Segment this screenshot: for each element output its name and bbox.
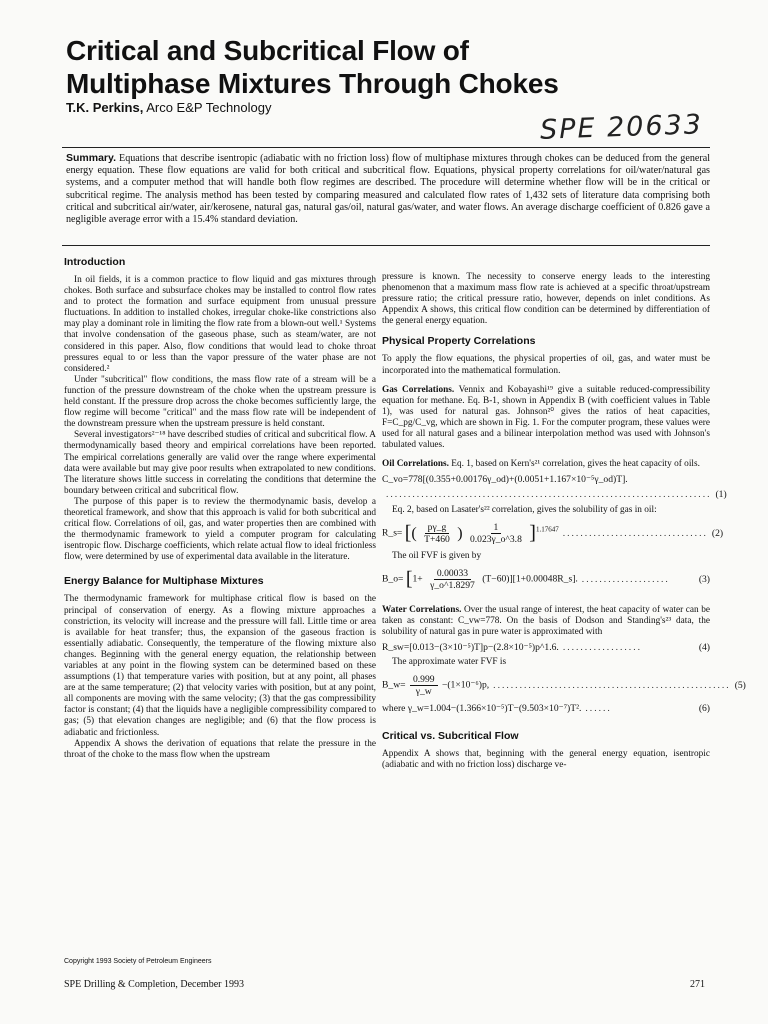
water-correlations-text: Over the usual range of interest, the heat capacity of water can be taken as constant: C_vw=778. On the basis of Dodson and Standing's²³ data, the solubility of natural gas in pure water is approximated with: [382, 604, 710, 637]
summary-text: Equations that describe isentropic (adiabatic with no friction loss) flow of multiphase mixtures through chokes can be deduced from the general energy equation. These flow equations are valid for both critical and subcritical flow. Equations, physical property correlations for oil/water/natural gas systems, and a computer method that will handle both flow regimes are described. The procedure will determine whether flow will be in the critical or subcritical regime. The analysis method has been tested by comparing measured and calculated flow rates of 1,432 sets of literature data comprising both critical and subcritical air/water, air/kerosene, natural gas, natural gas/oil, natural gas/water, and water flows. An average discharge coefficient of 0.826 gave a negligible average error with a 15.4% standard deviation.: [66, 153, 711, 226]
equation-2-fraction-2: $\frac{1}{0.023\gamma\_o\^{}3.8}$: [469, 521, 522, 545]
energy-paragraph-1: The thermodynamic framework for multiphase critical flow is based on the principal of conservation of energy. As a flowing mixture approaches a constriction, its velocity will increase and the pressure will fall. Little time or area is available for heat transfer; thus, the expansion of the gaseous fraction is essentially adiabatic. Consequently, the temperature of the flowing mixture also changes. Beginning with the general energy equation, the relationship between variables at any point in the flowing system can be determined based on these assumptions (1) that temperature varies with position, but at any point, all phases are at the same temperature; (2) that velocity varies with position, but at any point, all components are moving with the same velocity; (3) that the gas compressibility factor is constant; (4) that the liquids have a negligible compressibility compared to gas; (5) that elevation changes are negligible; and (6) that the flow process is adiabatic and frictionless.: [64, 594, 376, 738]
equation-6-number: (6): [698, 703, 710, 715]
equation-6: where γ_w=1.004−(1.366×10⁻⁵)T−(9.503×10⁻⁷)T². ...... (6): [382, 703, 710, 715]
oil-correlations-paragraph: [382, 459, 710, 470]
heading-energy-balance: Energy Balance for Multiphase Mixtures: [64, 575, 264, 588]
journal-footer: SPE Drilling & Completion, December 1993: [64, 979, 244, 990]
heading-critical-vs-subcritical: Critical vs. Subcritical Flow: [382, 730, 519, 743]
equation-1: [382, 474, 710, 485]
title-line-1: Critical and Subcritical Flow of: [66, 35, 469, 66]
gas-correlations-paragraph: [382, 385, 710, 452]
page-number: 271: [690, 979, 705, 990]
props-paragraph: To apply the flow equations, the physical properties of oil, gas, and water must be incorporated into the mathematical formulation.: [382, 354, 710, 376]
equation-2: R_s= [( $\frac{p\gamma\_g}{T+460}$ ) $\frac{1}{0.023\gamma\_o\^{}3.8}$ ]$^{1.17647}$ ................................. (2): [382, 521, 724, 545]
equation-3: B_o= [1+ $\frac{0.00033}{\gamma\_o\^{}1.8297}$ (T−60)][1+0.00048R_s]. .................... (3): [382, 567, 710, 591]
copyright-notice: Copyright 1993 Society of Petroleum Engineers: [64, 958, 212, 965]
equation-5-fraction: $\frac{0.999}{\gamma\_w}$: [410, 674, 438, 697]
equation-5: B_w= $\frac{0.999}{\gamma\_w}$ −(1×10⁻⁶)p, ...................................................... (5): [382, 674, 746, 698]
oil-correlations-label: Oil Correlations.: [382, 459, 449, 470]
critical-paragraph: Appendix A shows that, beginning with the general energy equation, isentropic (adiabatic and with no friction loss) discharge ve-: [382, 749, 710, 771]
energy-paragraph-2: Appendix A shows the derivation of equations that relate the pressure in the throat of the choke to the mass flow when the upstream: [64, 738, 376, 760]
gas-correlations-text: Vennix and Kobayashi¹⁹ give a suitable reduced-compressibility equation for methane. Eq. B-1, shown in Appendix B (with coefficient values in Table 1), was used for natural gas. Johnson²⁰ gives the ratios of heat capacities, F=C_pg/C_vg, which are shown in Fig. 1. For the computer program, these values were used for all natural gases and a bilinear interpolation method was used with Johnson's tabulated values.: [382, 384, 710, 451]
summary-top-rule: [62, 147, 710, 148]
equation-4-number: (4): [698, 641, 710, 653]
author-name: T.K. Perkins,: [66, 100, 144, 115]
intro-paragraph-1: In oil fields, it is a common practice to flow liquid and gas mixtures through chokes. Both surface and subsurface chokes may be installed to control flow rates and to protect the formation and surface equipment from unusual pressure fluctuations. In addition to installed chokes, irregular choke-like constrictions also may play a dominant role in limiting the flow rate from a blown-out well.¹ Systems that involve condensation of the gaseous phase, such as steam/water, are not considered in this paper. Also, flow conditions that would lead to choke throat pressures equal to or less than the vapor pressure of the water phase are not considered.²: [64, 275, 376, 374]
equation-3-lhs: B_o=: [382, 573, 404, 585]
water-correlations-label: Water Correlations.: [382, 604, 462, 615]
right-column: [382, 272, 746, 771]
equation-5-lhs: B_w=: [382, 679, 406, 691]
equation-2-exponent: 1.17647: [535, 525, 559, 534]
equation-1-number: (1): [715, 489, 727, 501]
summary-block: [66, 152, 710, 226]
author-affiliation: Arco E&P Technology: [146, 100, 272, 115]
oil-correlations-text: Eq. 1, based on Kern's²¹ correlation, gives the heat capacity of oils.: [448, 459, 700, 470]
equation-5-tail: −(1×10⁻⁶)p,: [441, 679, 490, 691]
equation-3-number: (3): [698, 573, 710, 585]
equation-4-body: R_sw=[0.013−(3×10⁻⁵)T]p−(2.8×10⁻⁵)p^1.6.: [382, 641, 559, 653]
intro-paragraph-2: Under "subcritical" flow conditions, the mass flow rate of a stream will be a function of the pressure downstream of the choke when the upstream pressure is held constant. If the pressure drop across the choke becomes sufficiently large, the flow regime will become "critical" and the mass flow rate will be independent of the downstream pressure when the upstream pressure is held constant.: [64, 374, 376, 430]
heading-introduction: Introduction: [64, 256, 126, 268]
equation-2-fraction-1: $\frac{p\gamma\_g}{T+460}$: [424, 521, 450, 545]
left-column: [64, 256, 376, 761]
gas-correlations-label: Gas Correlations.: [382, 384, 455, 395]
summary-bottom-rule: [62, 245, 710, 246]
paper-title: [66, 34, 706, 100]
heading-physical-property: Physical Property Correlations: [382, 335, 536, 348]
summary-label: Summary.: [66, 152, 116, 164]
title-line-2: Multiphase Mixtures Through Chokes: [66, 68, 559, 99]
intro-paragraph-3: Several investigators²⁻¹⁸ have described studies of critical and subcritical flow. A thermodynamically based theory and empirical correlations have been reported. The empirical correlations generally are valid over the range where experimental data were available but may give poor results when extrapolated to new conditions. The literature shows little success in correlating the conditions that determine the boundary between critical and subcritical flow.: [64, 430, 377, 496]
equation-5-number: (5): [734, 680, 746, 692]
equation-2-number: (2): [711, 527, 724, 539]
equation-3-tail: (T−60)][1+0.00048R_s].: [482, 573, 578, 585]
equation-3-fraction: $\frac{0.00033}{\gamma\_o\^{}1.8297}$: [430, 567, 475, 591]
equation-1-body: C_vo=778[(0.355+0.00176γ_od)+(0.0051+1.167×10⁻⁵γ_od)T].: [382, 474, 628, 486]
water-correlations-paragraph: [382, 605, 710, 638]
handwritten-paper-id: SPE 20633: [539, 109, 704, 146]
intro-paragraph-4: The purpose of this paper is to review the thermodynamic basis, develop a theoretical framework, and show that this approach is valid for both subcritical and critical flow. Correlations of oil, gas, and water properties then are combined with the thermodynamic framework to yield a computer program for calculating isentropic flow. Discharge coefficients, which relate actual flow to ideal frictionless flow, were determined by use of experimental data available in the literature.: [64, 496, 376, 563]
equation-2-lhs: R_s=: [382, 527, 403, 539]
author-line: [66, 100, 271, 115]
eq2-intro: Eq. 2, based on Lasater's²² correlation, gives the solubility of gas in oil:: [392, 504, 657, 515]
water-fvf-intro: The approximate water FVF is: [392, 657, 507, 668]
oil-fvf-intro: The oil FVF is given by: [392, 550, 482, 561]
continued-paragraph: pressure is known. The necessity to conserve energy leads to the interesting phenomenon that a maximum mass flow rate is achieved at a specific throat/upstream pressure ratio; the critical pressure ratio, however, depends on inlet conditions. As Appendix A shows, this critical flow condition can be determined by differentiation of the general energy equation.: [382, 272, 710, 327]
equation-4: R_sw=[0.013−(3×10⁻⁵)T]p−(2.8×10⁻⁵)p^1.6. .................. (4): [382, 641, 710, 653]
equation-6-body: where γ_w=1.004−(1.366×10⁻⁵)T−(9.503×10⁻⁷)T².: [382, 703, 582, 715]
equation-1-number-row: .......................................................................... (1): [386, 489, 727, 501]
